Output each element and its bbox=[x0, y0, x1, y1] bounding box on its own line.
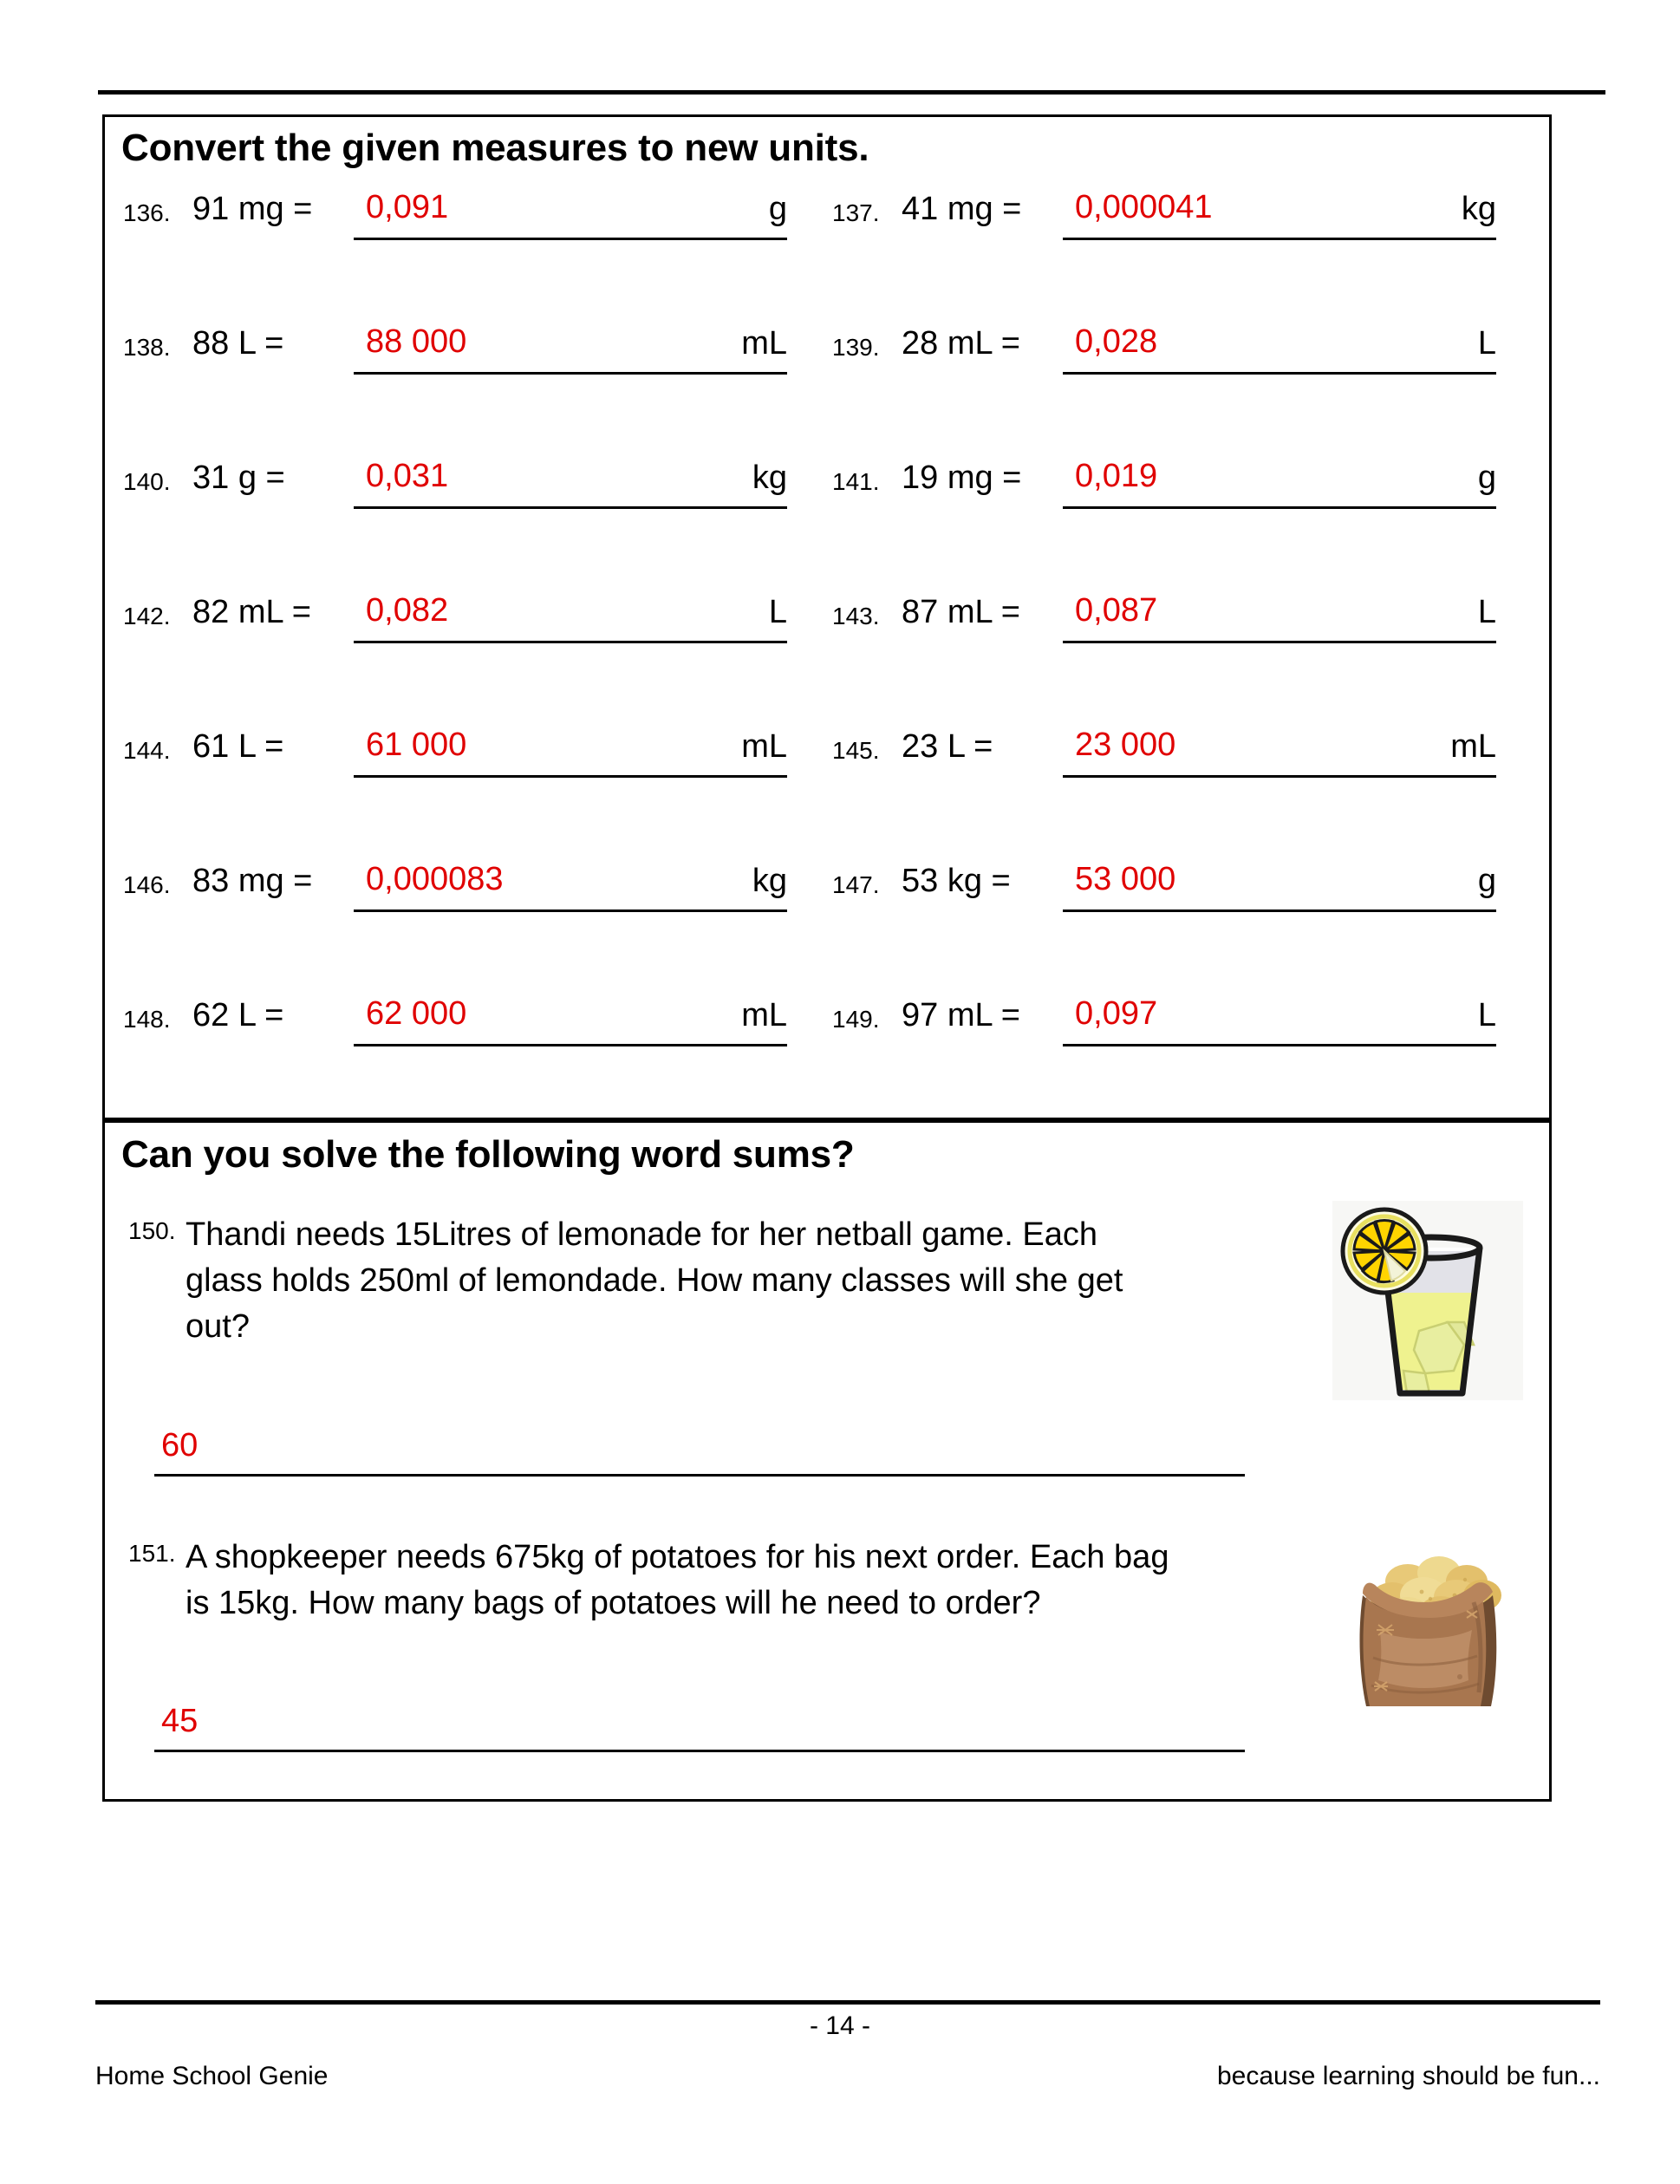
answer-value: 0,019 bbox=[1075, 458, 1158, 494]
word-problem-151-answer-field[interactable] bbox=[154, 1703, 1245, 1752]
answer-field[interactable] bbox=[1063, 727, 1496, 778]
answer-field[interactable] bbox=[354, 727, 787, 778]
problem-expression: 23 L = bbox=[902, 728, 993, 765]
target-unit: L bbox=[768, 594, 787, 630]
answer-field[interactable] bbox=[354, 995, 787, 1046]
problem-number: 145. bbox=[832, 737, 880, 764]
problem-number: 149. bbox=[832, 1006, 880, 1033]
problem-number: 138. bbox=[123, 334, 171, 361]
conversion-problem-145 bbox=[832, 725, 1536, 808]
conversion-problem-146 bbox=[123, 859, 827, 942]
answer-value: 0,028 bbox=[1075, 323, 1158, 360]
conversion-problem-149 bbox=[832, 994, 1536, 1077]
answer-value: 0,091 bbox=[366, 189, 449, 225]
conversion-problem-143 bbox=[832, 590, 1536, 674]
target-unit: L bbox=[1477, 594, 1496, 630]
answer-value: 88 000 bbox=[366, 323, 467, 360]
conversion-problem-138 bbox=[123, 322, 827, 405]
problem-number: 141. bbox=[832, 468, 880, 495]
footer-tagline: because learning should be fun... bbox=[1217, 2062, 1600, 2090]
word-problem-150-answer-field[interactable] bbox=[154, 1427, 1245, 1477]
answer-value: 0,031 bbox=[366, 458, 449, 494]
word-problem-151-answer: 45 bbox=[161, 1703, 199, 1739]
problem-expression: 61 L = bbox=[192, 728, 284, 765]
problem-number: 147. bbox=[832, 871, 880, 898]
word-problem-151-number: 151. bbox=[128, 1540, 176, 1567]
conversion-problem-144 bbox=[123, 725, 827, 808]
problem-number: 143. bbox=[832, 603, 880, 629]
problem-expression: 97 mL = bbox=[902, 997, 1020, 1033]
answer-value: 0,000041 bbox=[1075, 189, 1213, 225]
footer-brand: Home School Genie bbox=[95, 2062, 329, 2090]
target-unit: mL bbox=[741, 325, 787, 362]
answer-field[interactable] bbox=[1063, 995, 1496, 1046]
answer-value: 62 000 bbox=[366, 995, 467, 1032]
answer-field[interactable] bbox=[1063, 592, 1496, 643]
target-unit: kg bbox=[1461, 191, 1496, 227]
answer-value: 61 000 bbox=[366, 727, 467, 763]
target-unit: mL bbox=[1450, 728, 1496, 765]
answer-field[interactable] bbox=[1063, 189, 1496, 240]
conversion-problem-139 bbox=[832, 322, 1536, 405]
problem-expression: 87 mL = bbox=[902, 594, 1020, 630]
word-problem-150-number: 150. bbox=[128, 1217, 176, 1244]
page-number: - 14 - bbox=[809, 2011, 871, 2040]
problem-expression: 53 kg = bbox=[902, 863, 1011, 899]
problem-expression: 31 g = bbox=[192, 460, 285, 496]
answer-field[interactable] bbox=[354, 458, 787, 509]
answer-value: 0,082 bbox=[366, 592, 449, 629]
answer-field[interactable] bbox=[1063, 458, 1496, 509]
problem-expression: 82 mL = bbox=[192, 594, 311, 630]
target-unit: L bbox=[1477, 997, 1496, 1033]
word-problem-151-text: A shopkeeper needs 675kg of potatoes for his next order. Each bag is 15kg. How many bags of potatoes will he need to order? bbox=[186, 1539, 1169, 1621]
problem-number: 139. bbox=[832, 334, 880, 361]
convert-section-title: Convert the given measures to new units. bbox=[121, 127, 869, 169]
answer-field[interactable] bbox=[354, 592, 787, 643]
word-problem-150-text: Thandi needs 15Litres of lemonade for her netball game. Each glass holds 250ml of lemondade. How many classes will she get out? bbox=[186, 1216, 1123, 1345]
problem-number: 140. bbox=[123, 468, 171, 495]
answer-value: 23 000 bbox=[1075, 727, 1176, 763]
problem-number: 144. bbox=[123, 737, 171, 764]
target-unit: mL bbox=[741, 997, 787, 1033]
target-unit: g bbox=[1477, 863, 1496, 899]
conversion-problem-136 bbox=[123, 187, 827, 271]
conversion-problem-148 bbox=[123, 994, 827, 1077]
footer-rule bbox=[95, 2000, 1600, 2005]
answer-value: 0,097 bbox=[1075, 995, 1158, 1032]
conversion-problem-142 bbox=[123, 590, 827, 674]
answer-value: 53 000 bbox=[1075, 861, 1176, 897]
top-horizontal-rule bbox=[98, 90, 1605, 95]
target-unit: kg bbox=[752, 863, 787, 899]
problem-number: 136. bbox=[123, 199, 171, 226]
target-unit: g bbox=[768, 191, 787, 227]
conversion-problem-141 bbox=[832, 456, 1536, 539]
lemonade-glass-image bbox=[1332, 1201, 1523, 1400]
problem-expression: 62 L = bbox=[192, 997, 284, 1033]
target-unit: mL bbox=[741, 728, 787, 765]
answer-field[interactable] bbox=[1063, 861, 1496, 912]
word-problem-150-answer: 60 bbox=[161, 1427, 199, 1464]
problem-expression: 41 mg = bbox=[902, 191, 1022, 227]
potato-sack-image bbox=[1328, 1528, 1527, 1714]
problem-number: 148. bbox=[123, 1006, 171, 1033]
problem-expression: 28 mL = bbox=[902, 325, 1020, 362]
target-unit: kg bbox=[752, 460, 787, 496]
target-unit: L bbox=[1477, 325, 1496, 362]
problem-number: 142. bbox=[123, 603, 171, 629]
problem-expression: 91 mg = bbox=[192, 191, 313, 227]
answer-field[interactable] bbox=[1063, 323, 1496, 375]
answer-field[interactable] bbox=[354, 189, 787, 240]
problem-expression: 88 L = bbox=[192, 325, 284, 362]
answer-field[interactable] bbox=[354, 323, 787, 375]
problem-expression: 19 mg = bbox=[902, 460, 1022, 496]
answer-value: 0,087 bbox=[1075, 592, 1158, 629]
answer-value: 0,000083 bbox=[366, 861, 504, 897]
conversion-problem-137 bbox=[832, 187, 1536, 271]
conversion-problem-140 bbox=[123, 456, 827, 539]
word-sums-section-title: Can you solve the following word sums? bbox=[121, 1133, 855, 1176]
target-unit: g bbox=[1477, 460, 1496, 496]
conversion-problem-147 bbox=[832, 859, 1536, 942]
problem-number: 146. bbox=[123, 871, 171, 898]
answer-field[interactable] bbox=[354, 861, 787, 912]
problem-expression: 83 mg = bbox=[192, 863, 313, 899]
problem-number: 137. bbox=[832, 199, 880, 226]
